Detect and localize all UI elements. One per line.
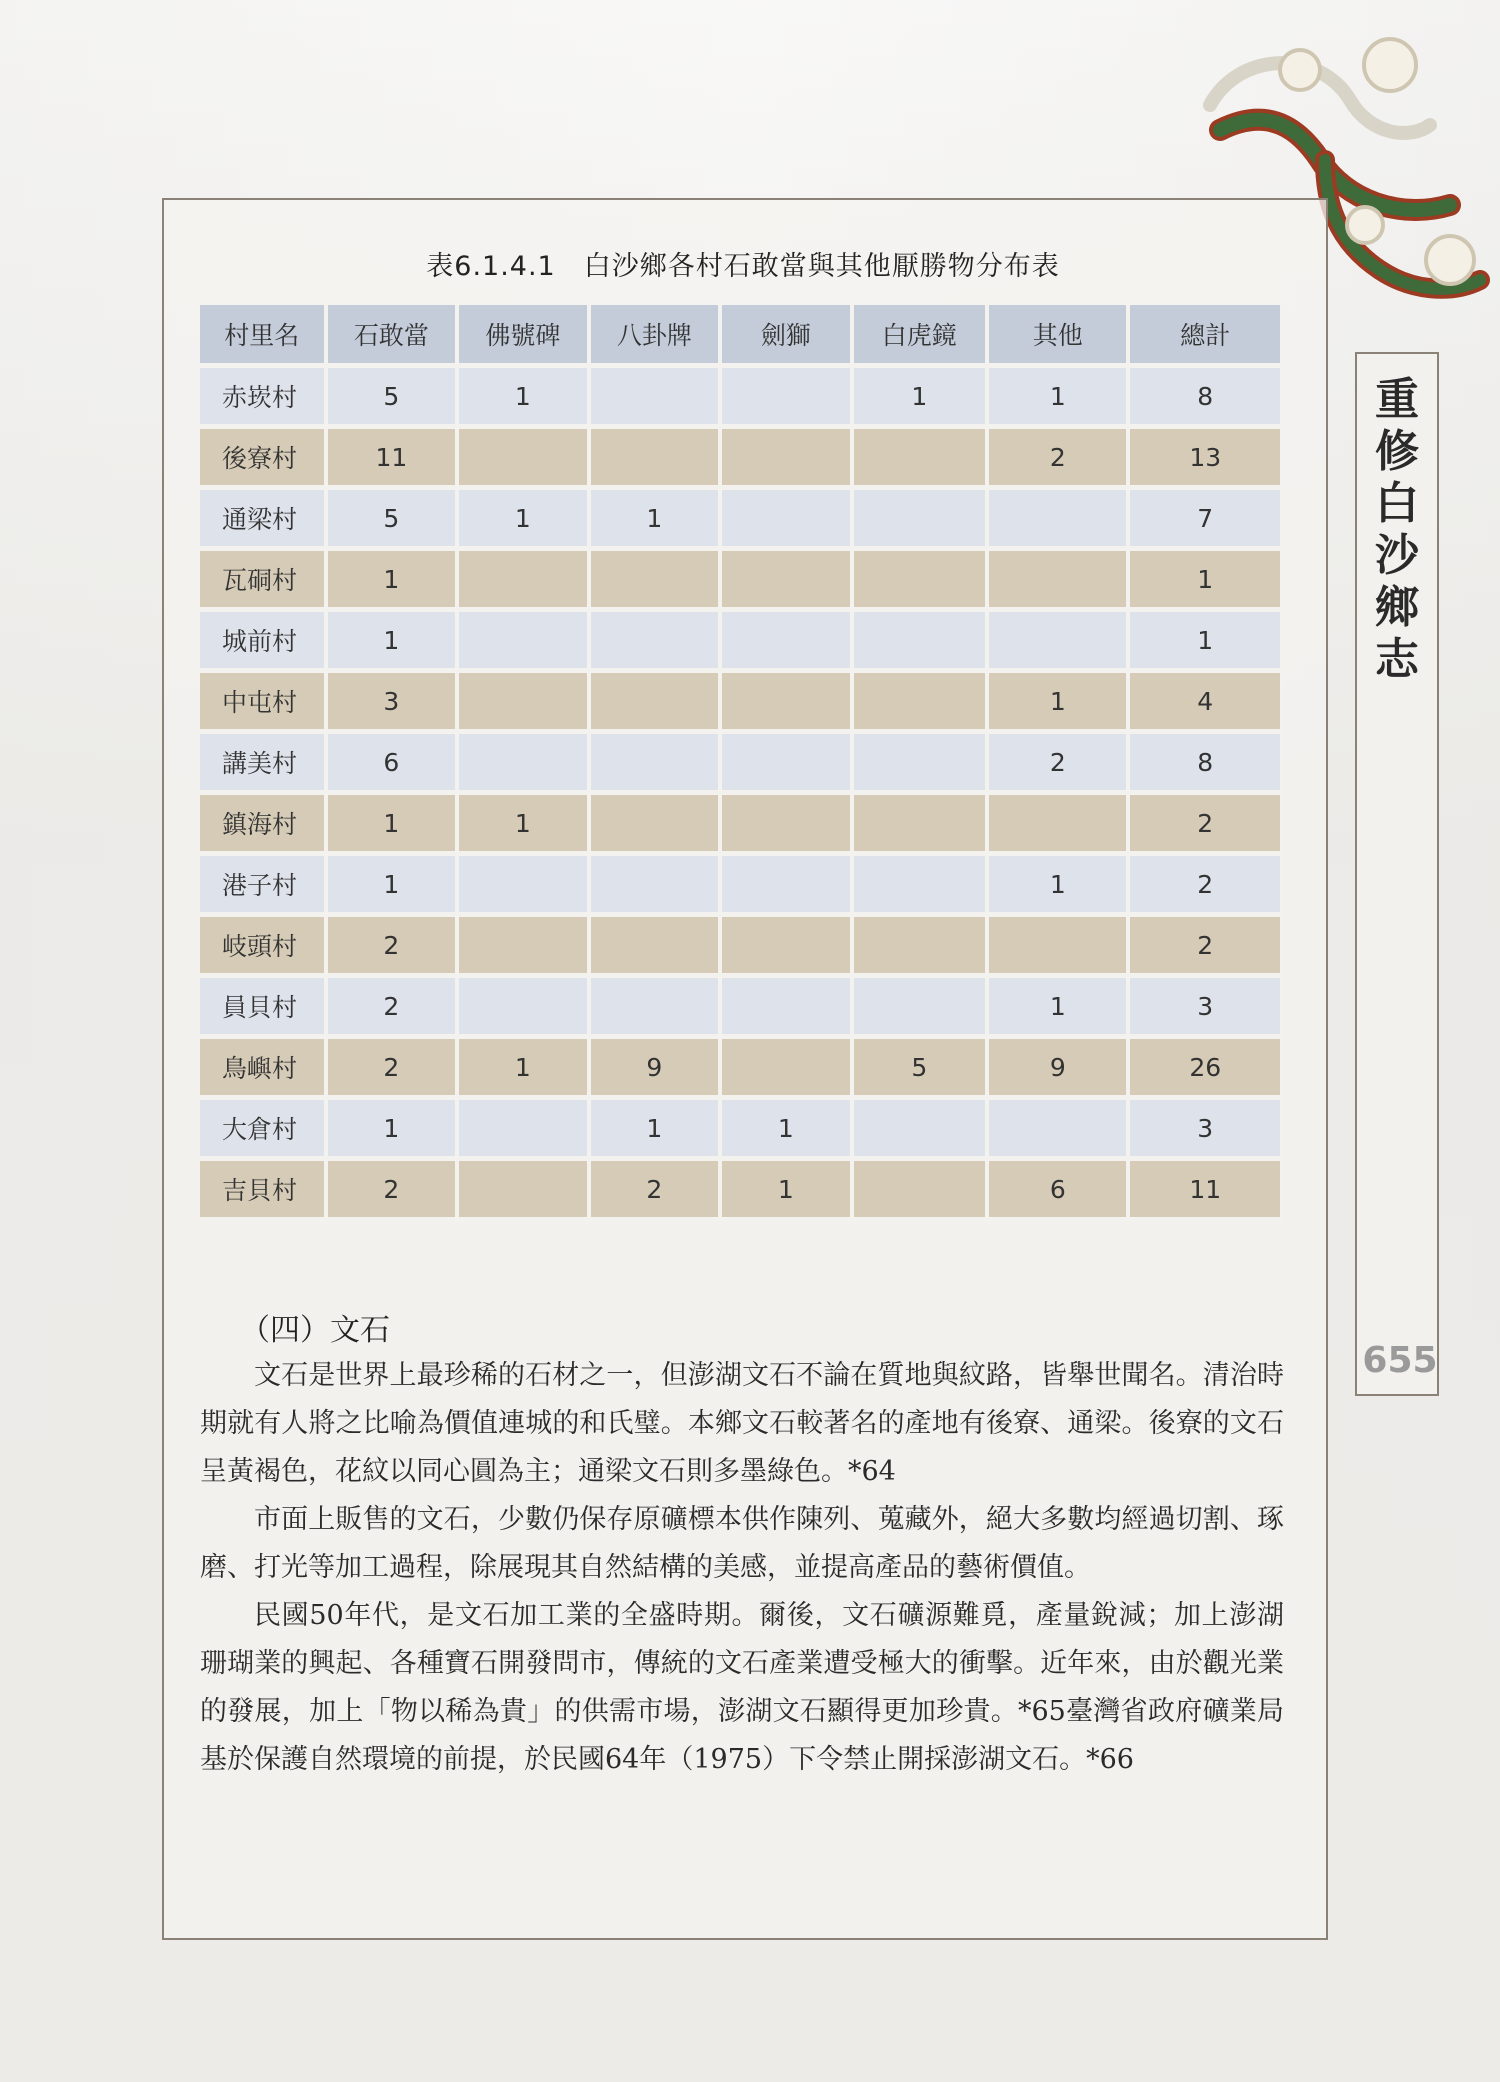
count-cell: 9 — [591, 1039, 722, 1100]
count-cell: 1 — [1130, 612, 1284, 673]
count-cell: 1 — [854, 368, 989, 429]
count-cell: 2 — [591, 1161, 722, 1222]
village-name-cell: 瓦硐村 — [200, 551, 328, 612]
table-row — [200, 978, 1284, 1039]
count-cell: 2 — [328, 1161, 460, 1222]
count-cell — [854, 1161, 989, 1222]
count-cell: 2 — [328, 1039, 460, 1100]
table-row — [200, 1100, 1284, 1161]
column-header: 八卦牌 — [591, 305, 722, 368]
count-cell: 7 — [1130, 490, 1284, 551]
village-name-cell: 鳥嶼村 — [200, 1039, 328, 1100]
count-cell — [854, 612, 989, 673]
count-cell: 2 — [989, 734, 1130, 795]
count-cell — [459, 1100, 590, 1161]
count-cell: 1 — [989, 368, 1130, 429]
village-name-cell: 岐頭村 — [200, 917, 328, 978]
count-cell: 2 — [1130, 856, 1284, 917]
count-cell: 1 — [459, 490, 590, 551]
count-cell: 3 — [328, 673, 460, 734]
table-row — [200, 429, 1284, 490]
count-cell — [854, 551, 989, 612]
count-cell — [591, 673, 722, 734]
count-cell: 1 — [989, 673, 1130, 734]
count-cell — [722, 978, 853, 1039]
count-cell — [459, 978, 590, 1039]
count-cell: 8 — [1130, 734, 1284, 795]
village-name-cell: 員貝村 — [200, 978, 328, 1039]
count-cell — [459, 734, 590, 795]
count-cell — [459, 856, 590, 917]
paragraph: 文石是世界上最珍稀的石材之一，但澎湖文石不論在質地與紋路，皆舉世聞名。清治時期就有人將之比喻為價值連城的和氏璧。本鄉文石較著名的產地有後寮、通梁。後寮的文石呈黃褐色，花紋以同心圓為主；通梁文石則多墨綠色。*64 — [200, 1360, 1284, 1487]
count-cell — [591, 917, 722, 978]
village-name-cell: 講美村 — [200, 734, 328, 795]
count-cell — [459, 429, 590, 490]
count-cell: 1 — [722, 1161, 853, 1222]
page-number: 655 — [1362, 1340, 1438, 1381]
village-name-cell: 後寮村 — [200, 429, 328, 490]
table-row — [200, 490, 1284, 551]
count-cell: 13 — [1130, 429, 1284, 490]
count-cell: 2 — [328, 978, 460, 1039]
table-row — [200, 795, 1284, 856]
table-body — [200, 368, 1284, 1222]
count-cell — [854, 734, 989, 795]
table-row — [200, 551, 1284, 612]
count-cell: 2 — [328, 917, 460, 978]
section-heading: （四）文石 — [240, 1313, 390, 1348]
column-header: 村里名 — [200, 305, 328, 368]
village-name-cell: 赤崁村 — [200, 368, 328, 429]
count-cell — [989, 1100, 1130, 1161]
count-cell: 1 — [459, 368, 590, 429]
village-name-cell: 港子村 — [200, 856, 328, 917]
count-cell: 1 — [328, 551, 460, 612]
count-cell — [722, 551, 853, 612]
count-cell — [722, 917, 853, 978]
count-cell: 1 — [722, 1100, 853, 1161]
side-title-panel — [1355, 352, 1439, 1396]
count-cell: 1 — [459, 1039, 590, 1100]
count-cell: 8 — [1130, 368, 1284, 429]
count-cell — [722, 368, 853, 429]
count-cell — [854, 673, 989, 734]
column-header: 其他 — [989, 305, 1130, 368]
count-cell — [854, 856, 989, 917]
count-cell: 4 — [1130, 673, 1284, 734]
table-row — [200, 917, 1284, 978]
table-row — [200, 368, 1284, 429]
count-cell: 2 — [1130, 795, 1284, 856]
count-cell: 1 — [328, 1100, 460, 1161]
column-header: 總計 — [1130, 305, 1284, 368]
count-cell: 1 — [328, 612, 460, 673]
table-row — [200, 856, 1284, 917]
paragraph: 市面上販售的文石，少數仍保存原礦標本供作陳列、蒐藏外，絕大多數均經過切割、琢磨、打光等加工過程，除展現其自然結構的美感，並提高產品的藝術價值。 — [200, 1504, 1284, 1583]
count-cell — [722, 429, 853, 490]
table-row — [200, 612, 1284, 673]
count-cell — [854, 429, 989, 490]
count-cell: 3 — [1130, 978, 1284, 1039]
count-cell — [989, 917, 1130, 978]
book-title: 重 修 白 沙 鄉 志 — [1375, 374, 1419, 685]
count-cell — [591, 734, 722, 795]
count-cell: 9 — [989, 1039, 1130, 1100]
count-cell — [722, 490, 853, 551]
count-cell — [459, 673, 590, 734]
count-cell — [722, 795, 853, 856]
count-cell — [722, 1039, 853, 1100]
count-cell — [591, 856, 722, 917]
table-header-row — [200, 305, 1284, 368]
count-cell — [854, 978, 989, 1039]
count-cell: 1 — [989, 856, 1130, 917]
count-cell — [591, 551, 722, 612]
count-cell — [722, 612, 853, 673]
village-name-cell: 城前村 — [200, 612, 328, 673]
table-title: 表6.1.4.1 白沙鄉各村石敢當與其他厭勝物分布表 — [426, 251, 1060, 282]
count-cell — [459, 612, 590, 673]
count-cell: 1 — [1130, 551, 1284, 612]
column-header: 劍獅 — [722, 305, 853, 368]
count-cell — [989, 490, 1130, 551]
table-row — [200, 1039, 1284, 1100]
count-cell — [591, 429, 722, 490]
count-cell: 1 — [459, 795, 590, 856]
count-cell: 6 — [328, 734, 460, 795]
village-name-cell: 中屯村 — [200, 673, 328, 734]
count-cell — [854, 1100, 989, 1161]
table-row — [200, 1161, 1284, 1222]
count-cell — [722, 673, 853, 734]
count-cell: 11 — [1130, 1161, 1284, 1222]
village-name-cell: 通梁村 — [200, 490, 328, 551]
paragraph: 民國50年代，是文石加工業的全盛時期。爾後，文石礦源難覓，產量銳減；加上澎湖珊瑚業的興起、各種寶石開發問市，傳統的文石產業遭受極大的衝擊。近年來，由於觀光業的發展，加上「物以稀為貴」的供需市場，澎湖文石顯得更加珍貴。*65臺灣省政府礦業局基於保護自然環境的前提，於民國64年（1975）下令禁止開採澎湖文石。*66 — [200, 1600, 1284, 1775]
table-row — [200, 734, 1284, 795]
count-cell — [854, 795, 989, 856]
count-cell: 3 — [1130, 1100, 1284, 1161]
count-cell — [459, 1161, 590, 1222]
count-cell — [989, 551, 1130, 612]
count-cell — [459, 551, 590, 612]
count-cell — [591, 978, 722, 1039]
count-cell: 1 — [591, 490, 722, 551]
count-cell — [989, 795, 1130, 856]
count-cell — [989, 612, 1130, 673]
column-header: 白虎鏡 — [854, 305, 989, 368]
body-text — [200, 1352, 1284, 1784]
count-cell: 11 — [328, 429, 460, 490]
count-cell — [459, 917, 590, 978]
count-cell — [722, 856, 853, 917]
village-name-cell: 大倉村 — [200, 1100, 328, 1161]
count-cell: 2 — [1130, 917, 1284, 978]
count-cell — [591, 795, 722, 856]
count-cell — [591, 612, 722, 673]
distribution-table — [200, 305, 1284, 1222]
count-cell: 5 — [328, 490, 460, 551]
count-cell — [722, 734, 853, 795]
count-cell: 6 — [989, 1161, 1130, 1222]
column-header: 佛號碑 — [459, 305, 590, 368]
count-cell: 5 — [854, 1039, 989, 1100]
count-cell — [854, 917, 989, 978]
count-cell: 1 — [328, 856, 460, 917]
count-cell: 26 — [1130, 1039, 1284, 1100]
count-cell: 5 — [328, 368, 460, 429]
count-cell — [591, 368, 722, 429]
count-cell: 1 — [591, 1100, 722, 1161]
count-cell — [854, 490, 989, 551]
count-cell: 1 — [989, 978, 1130, 1039]
count-cell: 1 — [328, 795, 460, 856]
table-row — [200, 673, 1284, 734]
column-header: 石敢當 — [328, 305, 460, 368]
village-name-cell: 鎮海村 — [200, 795, 328, 856]
village-name-cell: 吉貝村 — [200, 1161, 328, 1222]
count-cell: 2 — [989, 429, 1130, 490]
